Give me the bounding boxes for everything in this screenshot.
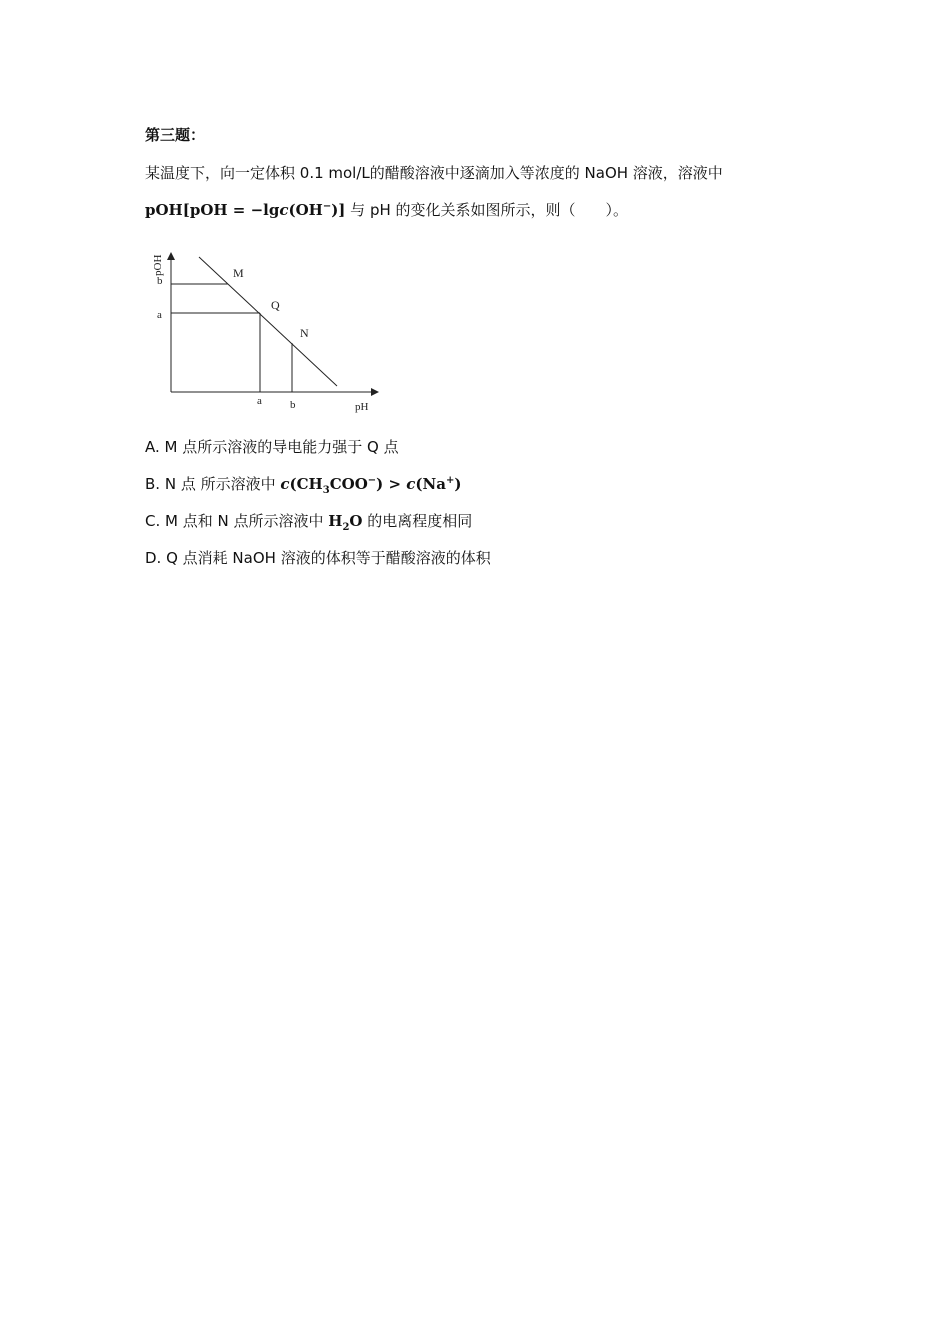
x-axis-label: pH [355,401,369,413]
option-c-h: H [328,512,343,530]
poh-formula: pOH[pOH = −lg [145,201,280,219]
y-tick-a: a [157,309,162,321]
point-n-label: N [300,326,309,340]
oh-symbol: (OH [288,201,323,219]
poh-ph-line [199,257,337,386]
point-m-label: M [233,266,244,280]
question-tail: 与 pH 的变化关系如图所示，则（ ）。 [345,201,629,219]
section-heading: 第三题： [145,126,206,144]
option-b-ch: (CH [289,475,323,493]
option-b-plus: + [445,475,455,486]
x-tick-a: a [257,395,262,407]
option-b-coo: COO [329,475,368,493]
option-b-minus: − [367,475,377,486]
x-tick-b: b [290,399,296,411]
option-a: A. M 点所示溶液的导电能力强于 Q 点 [145,438,399,456]
question-line-1: 某温度下，向一定体积 0.1 mol/L的醋酸溶液中逐滴加入等浓度的 NaOH 溶液，溶液中 [145,164,723,182]
option-b-sub3: 3 [322,485,330,496]
option-c [145,510,472,533]
point-q-label: Q [271,298,280,312]
c-symbol: c [279,201,289,219]
option-b-prefix: B. N 点 所示溶液中 [145,475,281,493]
option-b-c2: c [406,475,416,493]
option-b-gt: ) > [376,475,407,493]
option-b [145,473,461,496]
y-axis-label: pOH [152,254,164,276]
formula-close: )] [331,201,346,219]
option-c-suffix: 的电离程度相同 [362,512,473,530]
option-b-c1: c [280,475,290,493]
option-b-close: ) [454,475,462,493]
question-line-2 [145,199,628,220]
y-tick-b: b [157,275,163,287]
oh-charge: − [322,201,332,212]
option-c-prefix: C. M 点和 N 点所示溶液中 [145,512,329,530]
option-d: D. Q 点消耗 NaOH 溶液的体积等于醋酸溶液的体积 [145,549,491,567]
option-b-na: (Na [415,475,446,493]
option-c-o: O [349,512,363,530]
poh-ph-graph [145,240,385,420]
option-c-sub2: 2 [342,522,350,533]
